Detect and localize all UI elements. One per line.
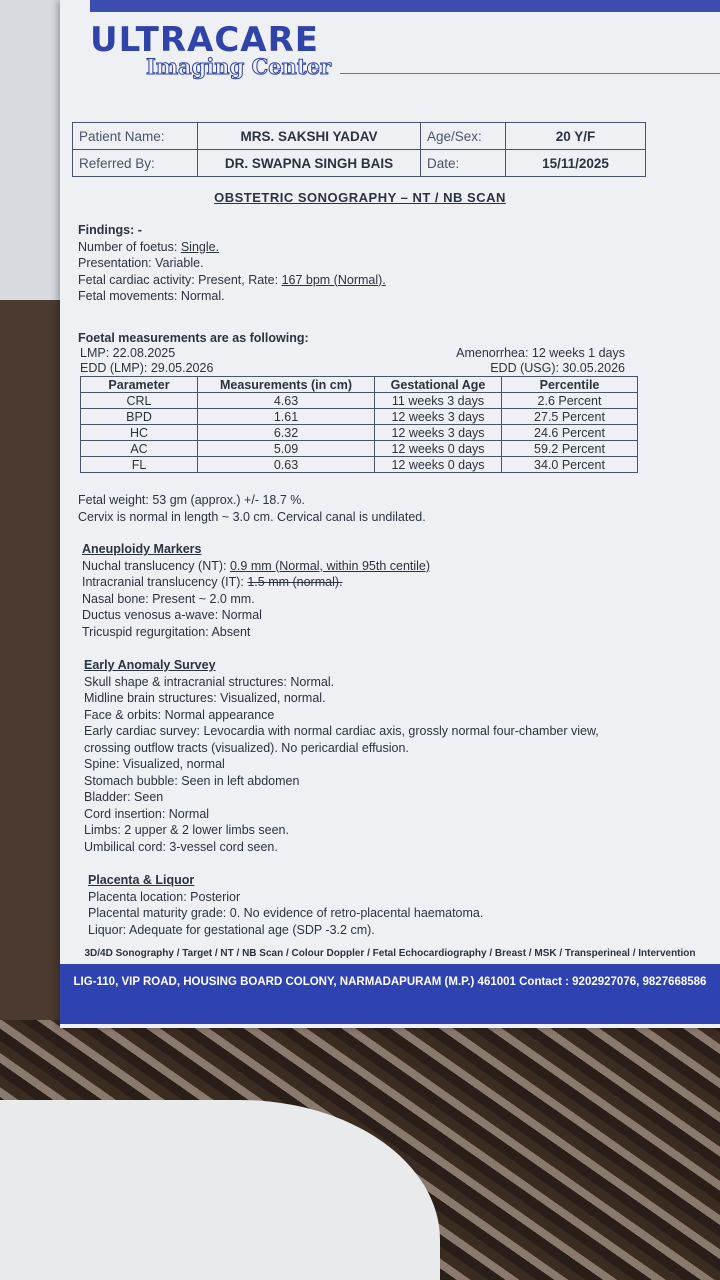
table-cell: 59.2 Percent bbox=[502, 441, 638, 457]
measurements-heading: Foetal measurements are as following: bbox=[78, 331, 309, 345]
footer-address: LIG-110, VIP ROAD, HOUSING BOARD COLONY, NARMADAPURAM (M.P.) 461001 Contact : 9202927076, 9827668586 bbox=[73, 976, 707, 988]
table-row bbox=[81, 457, 638, 473]
table-cell: 34.0 Percent bbox=[502, 457, 638, 473]
it-label: Intracranial translucency (IT): bbox=[82, 575, 248, 589]
brand-subtitle: Imaging Center bbox=[146, 54, 332, 79]
placenta-line: Liquor: Adequate for gestational age (SDP -3.2 cm). bbox=[88, 922, 375, 937]
aneuploidy-heading: Aneuploidy Markers bbox=[82, 542, 202, 556]
lmp-row bbox=[80, 346, 625, 360]
agesex-label: Age/Sex: bbox=[421, 123, 506, 150]
fca-line bbox=[78, 272, 386, 289]
anomaly-section bbox=[84, 657, 599, 855]
anomaly-line: Stomach bubble: Seen in left abdomen bbox=[84, 773, 300, 788]
edd-lmp-value: EDD (LMP): 29.05.2026 bbox=[80, 361, 214, 375]
table-cell: BPD bbox=[81, 409, 198, 425]
lmp-value: LMP: 22.08.2025 bbox=[80, 346, 176, 360]
ductus-line: Ductus venosus a-wave: Normal bbox=[82, 608, 262, 622]
it-value: 1.5 mm (normal). bbox=[247, 575, 343, 589]
col-header: Parameter bbox=[81, 377, 198, 393]
anomaly-heading: Early Anomaly Survey bbox=[84, 658, 216, 672]
table-cell: 24.6 Percent bbox=[502, 425, 638, 441]
foetus-label: Number of foetus: bbox=[78, 239, 181, 254]
aneuploidy-section bbox=[82, 541, 430, 640]
anomaly-line: Early cardiac survey: Levocardia with normal cardiac axis, grossly normal four-chamber view, bbox=[84, 724, 599, 738]
table-cell: 4.63 bbox=[198, 393, 375, 409]
fca-value: 167 bpm (Normal). bbox=[281, 272, 386, 287]
col-header: Measurements (in cm) bbox=[198, 377, 375, 393]
table-cell: HC bbox=[81, 425, 198, 441]
it-line bbox=[82, 574, 430, 591]
nasal-bone-line: Nasal bone: Present ~ 2.0 mm. bbox=[82, 591, 255, 606]
placenta-line: Placenta location: Posterior bbox=[88, 889, 241, 904]
foetus-value: Single. bbox=[180, 239, 220, 254]
nt-line bbox=[82, 558, 430, 575]
cervix-line: Cervix is normal in length ~ 3.0 cm. Cervical canal is undilated. bbox=[78, 509, 426, 524]
foetus-line bbox=[78, 239, 386, 256]
table-cell: 12 weeks 3 days bbox=[375, 409, 502, 425]
table-cell: 27.5 Percent bbox=[502, 409, 638, 425]
table-cell: 11 weeks 3 days bbox=[375, 393, 502, 409]
table-row bbox=[81, 409, 638, 425]
header-rule bbox=[340, 73, 720, 74]
tricuspid-line: Tricuspid regurgitation: Absent bbox=[82, 624, 251, 639]
clinic-logo bbox=[90, 20, 331, 79]
table-cell: AC bbox=[81, 441, 198, 457]
brand-name: ULTRACARE bbox=[90, 20, 320, 60]
referred-by-label: Referred By: bbox=[73, 150, 198, 177]
report-title: OBSTETRIC SONOGRAPHY – NT / NB SCAN bbox=[214, 190, 506, 205]
fetal-weight-line: Fetal weight: 53 gm (approx.) +/- 18.7 %. bbox=[78, 493, 305, 507]
measurements-table bbox=[80, 376, 638, 473]
anomaly-line: Bladder: Seen bbox=[84, 790, 164, 804]
anomaly-line: Umbilical cord: 3-vessel cord seen. bbox=[84, 839, 278, 854]
patient-name: MRS. SAKSHI YADAV bbox=[198, 123, 421, 150]
fca-label: Fetal cardiac activity: Present, Rate: bbox=[78, 272, 282, 287]
table-cell: 2.6 Percent bbox=[502, 393, 638, 409]
findings-heading: Findings: - bbox=[78, 223, 142, 237]
placenta-section bbox=[88, 872, 483, 938]
anomaly-line: Spine: Visualized, normal bbox=[84, 757, 225, 771]
anomaly-line: crossing outflow tracts (visualized). No pericardial effusion. bbox=[84, 740, 409, 755]
patient-name-label: Patient Name: bbox=[73, 123, 198, 150]
table-cell: 12 weeks 3 days bbox=[375, 425, 502, 441]
table-cell: 1.61 bbox=[198, 409, 375, 425]
nt-label: Nuchal translucency (NT): bbox=[82, 558, 230, 573]
col-header: Gestational Age bbox=[375, 377, 502, 393]
anomaly-line: Midline brain structures: Visualized, normal. bbox=[84, 691, 326, 705]
services-list: 3D/4D Sonography / Target / NT / NB Scan / Colour Doppler / Fetal Echocardiography / Breast / MSK / Transperineal / Intervention bbox=[84, 948, 696, 959]
patient-info-table bbox=[72, 122, 646, 177]
anomaly-line: Skull shape & intracranial structures: Normal. bbox=[84, 674, 335, 689]
edd-row bbox=[80, 361, 625, 375]
nt-value: 0.9 mm (Normal, within 95th centile) bbox=[229, 558, 431, 573]
referred-by-value: DR. SWAPNA SINGH BAIS bbox=[198, 150, 421, 177]
anomaly-line: Cord insertion: Normal bbox=[84, 806, 210, 821]
table-cell: 12 weeks 0 days bbox=[375, 457, 502, 473]
measurements-heading-block bbox=[78, 330, 309, 347]
weight-section bbox=[78, 492, 426, 525]
date-value: 15/11/2025 bbox=[506, 150, 646, 177]
table-cell: 0.63 bbox=[198, 457, 375, 473]
table-row bbox=[81, 441, 638, 457]
table-cell: CRL bbox=[81, 393, 198, 409]
placenta-heading: Placenta & Liquor bbox=[88, 873, 195, 887]
amenorrhea-value: Amenorrhea: 12 weeks 1 days bbox=[456, 346, 625, 360]
col-header: Percentile bbox=[502, 377, 638, 393]
table-cell: FL bbox=[81, 457, 198, 473]
header-color-bar bbox=[90, 0, 720, 12]
table-row bbox=[81, 425, 638, 441]
report-sheet bbox=[60, 0, 720, 1028]
agesex-value: 20 Y/F bbox=[506, 123, 646, 150]
edd-usg-value: EDD (USG): 30.05.2026 bbox=[490, 361, 625, 375]
anomaly-line: Limbs: 2 upper & 2 lower limbs seen. bbox=[84, 823, 289, 837]
anomaly-line: Face & orbits: Normal appearance bbox=[84, 707, 275, 722]
placenta-line: Placental maturity grade: 0. No evidence of retro-placental haematoma. bbox=[88, 906, 484, 920]
movements-line: Fetal movements: Normal. bbox=[78, 289, 225, 303]
table-row bbox=[81, 393, 638, 409]
table-cell: 12 weeks 0 days bbox=[375, 441, 502, 457]
table-cell: 6.32 bbox=[198, 425, 375, 441]
footer-bar bbox=[60, 964, 720, 1024]
table-cell: 5.09 bbox=[198, 441, 375, 457]
findings-section bbox=[78, 222, 386, 305]
date-label: Date: bbox=[421, 150, 506, 177]
presentation-line: Presentation: Variable. bbox=[78, 256, 204, 270]
